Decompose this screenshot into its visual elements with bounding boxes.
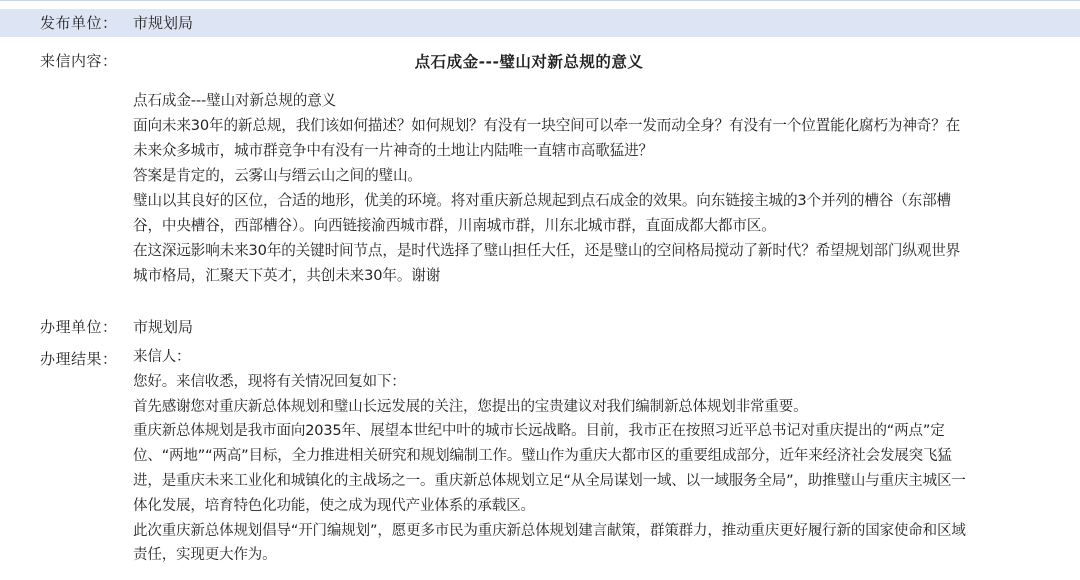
- text-line: 未来众多城市，城市群竞争中有没有一片神奇的土地让内陆唯一直辖市高歌猛进？: [133, 142, 653, 159]
- text-line: 责任，实现更大作为。: [133, 547, 277, 564]
- letter-content: [123, 47, 1080, 288]
- text-line: 谷，中央槽谷，西部槽谷）。向西链接渝西城市群，川南城市群，川东北城市群，直面成都大都市区。: [133, 217, 776, 234]
- text-line: 位、“两地”“两高”目标，全力推进相关研究和规划编制工作。璧山作为重庆大都市区的重要组成部分，近年来经济社会发展突飞猛: [133, 448, 952, 465]
- publish-unit-value: 市规划局: [133, 14, 194, 32]
- handling-result-label: 办理结果：: [40, 350, 118, 368]
- text-line: 点石成金---璧山对新总规的意义: [133, 92, 337, 109]
- handling-unit-value: 市规划局: [133, 318, 194, 336]
- text-line: 在这深远影响未来30年的关键时间节点，是时代选择了璧山担任大任，还是璧山的空间格局搅动了新时代？希望规划部门纵观世界: [133, 242, 961, 259]
- text-line: 此次重庆新总体规划倡导“开门编规划”，愿更多市民为重庆新总体规划建言献策，群策群力，推动重庆更好履行新的国家使命和区域: [133, 522, 966, 539]
- text-line: 您好。来信收悉，现将有关情况回复如下：: [133, 373, 406, 390]
- text-line: 来信人：: [133, 349, 191, 365]
- letter-subject: 点石成金---璧山对新总规的意义: [414, 53, 644, 71]
- text-line: 璧山以其良好的区位，合适的地形，优美的环境。将对重庆新总规起到点石成金的效果。向东链接主城的3个并列的槽谷（东部槽: [133, 192, 951, 209]
- text-line: 重庆新总体规划是我市面向2035年、展望本世纪中叶的城市长远战略。目前，我市正在按照习近平总书记对重庆提出的“两点”定: [133, 423, 945, 440]
- handling-unit-row: [0, 313, 1080, 341]
- letter-content-row: [0, 47, 1080, 288]
- text-line: 城市格局，汇聚天下英才，共创未来30年。谢谢: [133, 267, 441, 284]
- text-line: 进，是重庆未来工业化和城镇化的主战场之一。重庆新总体规划立足“从全局谋划一域、以一域服务全局”，助推璧山与重庆主城区一: [133, 472, 966, 489]
- handling-result-row: [0, 345, 1080, 568]
- text-line: 体化发展，培育特色化功能，使之成为现代产业体系的承载区。: [133, 497, 535, 514]
- text-line: 面向未来30年的新总规，我们该如何描述？如何规划？有没有一块空间可以牵一发而动全身？有没有一个位置能化腐朽为神奇？在: [133, 117, 961, 134]
- publish-unit-row: [0, 9, 1080, 37]
- reply-body: [133, 345, 1080, 568]
- handling-unit-label: 办理单位：: [40, 318, 118, 336]
- text-line: 首先感谢您对重庆新总体规划和璧山长远发展的关注，您提出的宝贵建议对我们编制新总体规划非常重要。: [133, 398, 808, 415]
- letter-content-label: 来信内容：: [40, 52, 118, 70]
- handling-result: [123, 345, 1080, 568]
- letter-body: [123, 88, 1080, 288]
- text-line: 答案是肯定的，云雾山与缙云山之间的璧山。: [133, 167, 422, 184]
- publish-unit-label: 发布单位：: [40, 14, 118, 32]
